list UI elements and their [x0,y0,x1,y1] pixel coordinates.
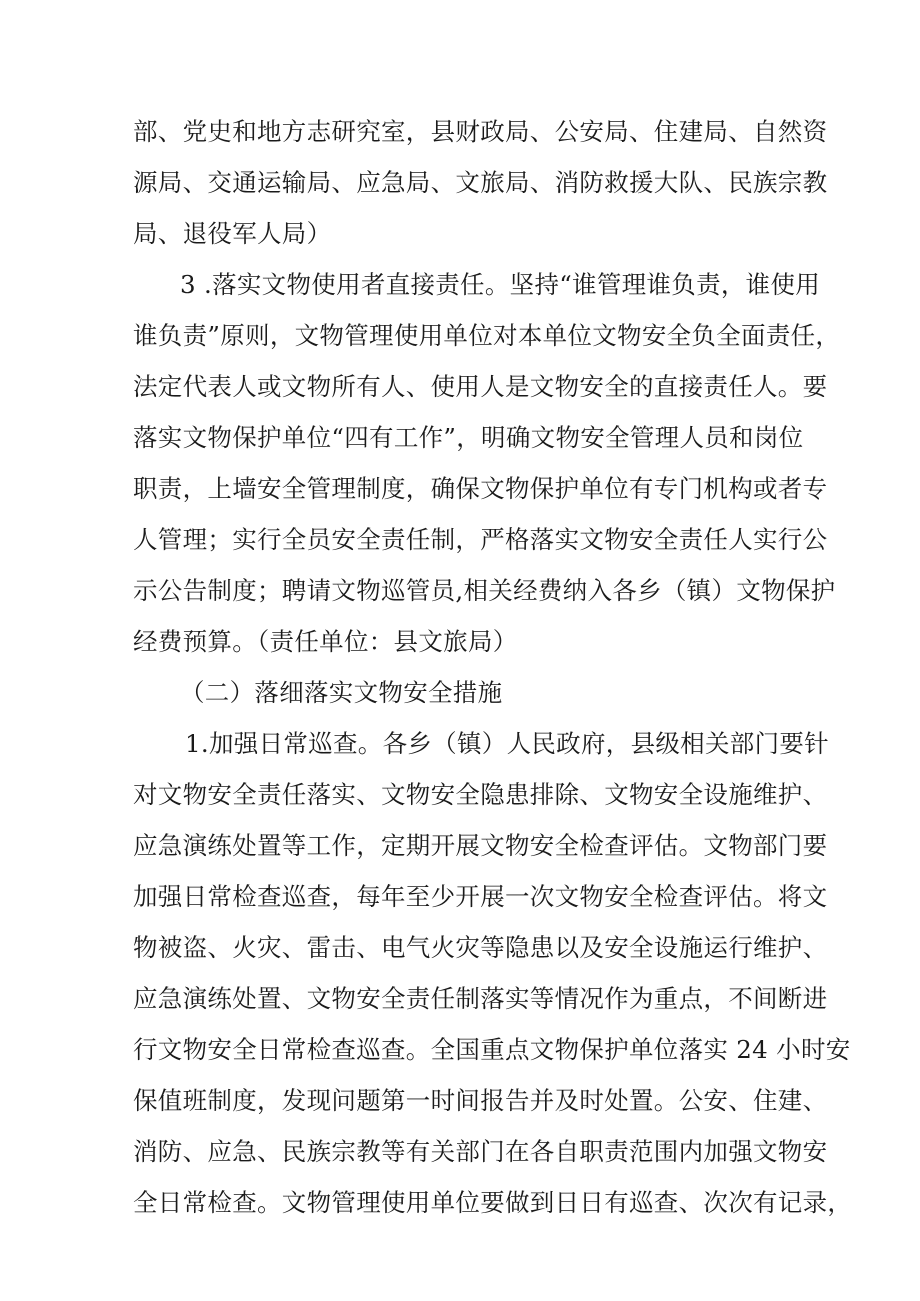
text-line: 保值班制度，发现问题第一时间报告并及时处置。公安、住建、 [133,1086,828,1115]
text-line: 加强日常检查巡查，每年至少开展一次文物安全检查评估。将文 [133,882,828,911]
text-line: 法定代表人或文物所有人、使用人是文物安全的直接责任人。要 [133,372,828,401]
text-line: 应急演练处置等工作，定期开展文物安全检查评估。文物部门要 [133,831,828,860]
text-line: 行文物安全日常检查巡查。全国重点文物保护单位落实 24 小时安 [133,1035,851,1064]
text-line: 全日常检查。文物管理使用单位要做到日日有巡查、次次有记录， [133,1188,853,1217]
text-line: 人管理；实行全员安全责任制，严格落实文物安全责任人实行公 [133,525,828,554]
text-line: 物被盗、火灾、雷击、电气火灾等隐患以及安全设施运行维护、 [133,933,828,962]
text-line: 部、党史和地方志研究室，县财政局、公安局、住建局、自然资 [133,117,828,146]
section-heading: （二）落细落实文物安全措施 [180,678,503,707]
text-line: 示公告制度；聘请文物巡管员,相关经费纳入各乡（镇）文物保护 [133,576,836,605]
text-line: 源局、交通运输局、应急局、文旅局、消防救援大队、民族宗教 [133,168,828,197]
paragraph-3-first-line: 3 .落实文物使用者直接责任。坚持“谁管理谁负责，谁使用 [180,270,821,299]
text-line: 消防、应急、民族宗教等有关部门在各自职责范围内加强文物安 [133,1137,828,1166]
text-line: 对文物安全责任落实、文物安全隐患排除、文物安全设施维护、 [133,780,828,809]
paragraph-1-first-line: 1.加强日常巡查。各乡（镇）人民政府，县级相关部门要针 [185,729,829,758]
text-line: 落实文物保护单位“四有工作”，明确文物安全管理人员和岗位 [133,423,804,452]
text-line: 职责，上墙安全管理制度，确保文物保护单位有专门机构或者专 [133,474,828,503]
text-line: 经费预算。（责任单位：县文旅局） [133,627,518,656]
text-line: 谁负责”原则，文物管理使用单位对本单位文物安全负全面责任， [133,321,841,350]
text-line: 应急演练处置、文物安全责任制落实等情况作为重点，不间断进 [133,984,828,1013]
text-line: 局、退役军人局） [133,219,332,248]
